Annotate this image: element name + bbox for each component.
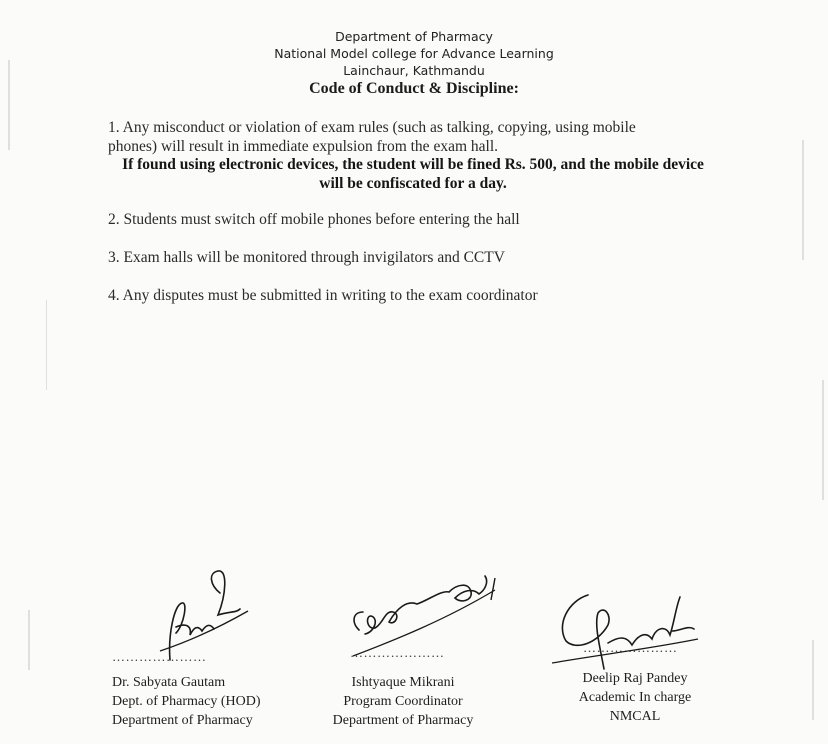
signatory-academic-in-charge (568, 669, 702, 726)
scan-streak (812, 640, 814, 720)
rule-4: 4. Any disputes must be submitted in writing to the exam coordinator (108, 287, 538, 304)
signature-line: ………………… (583, 640, 678, 655)
signatory-hod (112, 673, 261, 730)
signatory-department: NMCAL (609, 709, 661, 724)
scan-streak (802, 140, 804, 260)
scan-streak (28, 610, 30, 670)
scan-streak (46, 300, 47, 390)
signatory-name: Dr. Sabyata Gautam (112, 675, 226, 690)
signatory-name: Deelip Raj Pandey (582, 671, 688, 686)
rule-3: 3. Exam halls will be monitored through invigilators and CCTV (108, 249, 505, 266)
signatory-program-coordinator (328, 673, 478, 730)
document-title: Code of Conduct & Discipline: (309, 80, 519, 97)
rule-1: 1. Any misconduct or violation of exam rules (such as talking, copying, using mobile phones) will result in immediate expulsion from the exam hall. (108, 119, 636, 155)
signatory-department: Department of Pharmacy (112, 713, 253, 728)
signature-1-drawing (140, 565, 260, 665)
department-heading: Department of Pharmacy (335, 29, 493, 44)
signatory-name: Ishtyaque Mikrani (351, 675, 455, 690)
signature-line: ………………… (112, 649, 207, 664)
signature-2-drawing (345, 560, 505, 660)
signatory-department: Department of Pharmacy (332, 713, 474, 728)
signatory-title: Program Coordinator (343, 694, 463, 709)
warning-text: If found using electronic devices, the student will be fined Rs. 500, and the mobile device will be confiscated for a day. (122, 156, 704, 192)
signatory-title: Academic In charge (578, 690, 692, 705)
address-heading: Lainchaur, Kathmandu (343, 63, 485, 78)
scan-streak (822, 380, 824, 500)
signatory-title: Dept. of Pharmacy (HOD) (112, 694, 261, 709)
rule-2: 2. Students must switch off mobile phones before entering the hall (108, 211, 520, 228)
college-heading: National Model college for Advance Learning (274, 46, 554, 61)
signature-line: ………………… (350, 645, 445, 660)
